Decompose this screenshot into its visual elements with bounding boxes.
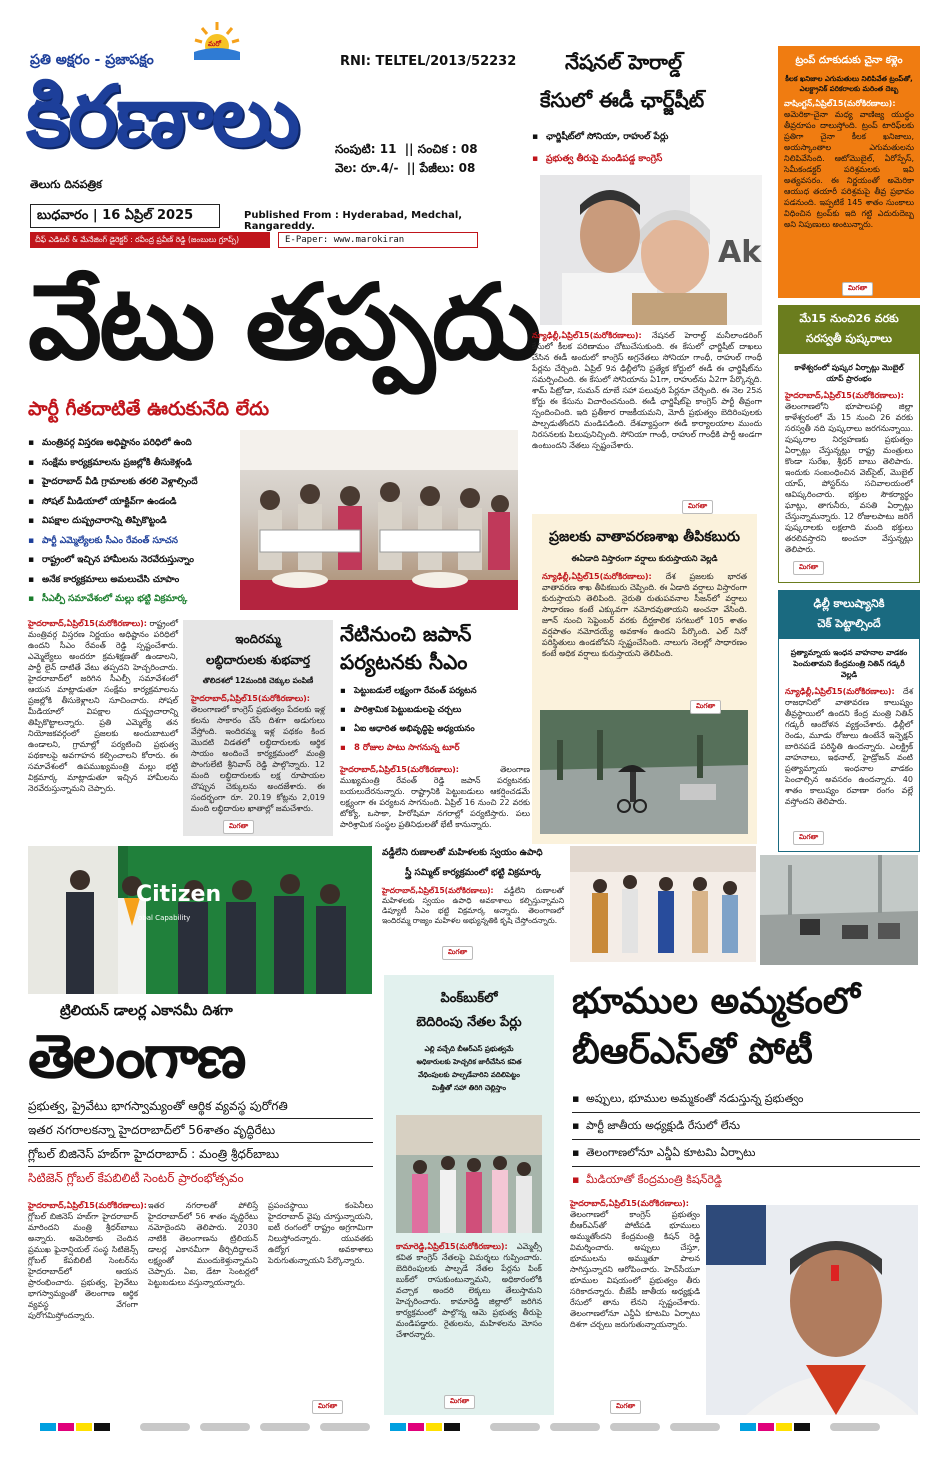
weather-box xyxy=(532,514,757,844)
continued-button[interactable]: మిగతా xyxy=(842,282,873,296)
pinkbook-deck-line: అధికారులకు హెచ్చరిక జారీచేసిన కవిత xyxy=(416,1058,522,1066)
brs-headline-1: భూముల అమ్మకంలో xyxy=(572,981,860,1022)
pinkbook-deck xyxy=(396,1043,542,1095)
brs-bullet: ▪ అప్పులు, భూముల అమ్మకంతో నడుస్తున్న ప్రభుత్వం xyxy=(572,1086,920,1113)
japan-body xyxy=(340,764,530,834)
weather-headline: ప్రజలకు వాతావరణశాఖ తీపికబురు xyxy=(549,529,740,545)
editor-strip: చీఫ్ ఎడిటర్ & మేనేజింగ్ డైరెక్టర్ : రవీంద్ర ప్రవీణ్ రెడ్డి (జంబులు గ్రూప్స్) xyxy=(30,232,270,248)
rain-photo xyxy=(540,710,748,834)
women-summit-photo xyxy=(570,846,756,962)
women-story xyxy=(382,846,564,962)
indiramma-headline-2: లబ్ధిదారులకు శుభవార్త xyxy=(205,653,311,667)
rni-number: RNI: TELTEL/2013/52232 xyxy=(340,54,517,69)
trump-dateline: వాషింగ్టన్,ఏప్రిల్15(మరోకిరణాలు): xyxy=(784,99,896,108)
herald-bullet: ▪ ప్రభుత్వ తీరుపై మండిపడ్డ కాంగ్రెస్ xyxy=(532,148,762,170)
sun-badge: మరో xyxy=(208,40,222,48)
pinkbook-deck-line: ఎల్లి వచ్చేది బీఆర్ఎస్ ప్రభుత్వమే xyxy=(424,1045,514,1053)
women-body-text: వడ్డీలేని రుణాలతో మహిళలకు స్వయం ఉపాధి అవకాశాలు కల్పిస్తున్నామని డిప్యూటీ సీఎం భట్టి విక్రమార్క అన్నారు. తెలంగాణలో ఇందిరమ్మ రాజ్యం మహిళల అభ్యున్నతికి కృషి చేస్తోందన్నారు. xyxy=(382,886,564,925)
delhi-body-text: దేశ రాజధానిలో వాతావరణ కాలుష్యం తీవ్రస్థాయిలో ఉందని కేంద్ర మంత్రి నితిన్ గడ్కరీ ఆందోళన వ్యక్తంచేశారు. ఢిల్లీలో రెండు, మూడు రోజులు ఉంటేనే ఇన్ఫెక్షన్ బారినపడే పరిస్థితి ఉందన్నారు. ఎలక్ట్రిక్ వాహనాలు, ఇథనాల్, హైడ్రోజన్ వంటి ప్రత్యామ్నాయ ఇంధనాల వాడకం పెంచాల్సిన అవసరం ఉందన్నారు. 40 శాతం కాలుష్యం రవాణా రంగం వల్లే వస్తోందని తెలిపారు. xyxy=(785,687,913,806)
pinkbook-dateline: కామారెడ్డి,ఏప్రిల్15(మరోకిరణాలు): xyxy=(396,1242,508,1251)
pushkaralu-body-text: తెలంగాణలోని భూపాలపల్లి జిల్లా కాళేశ్వరంలో మే 15 నుంచి 26 వరకు సరస్వతీ నది పుష్కరాలు జరగనున్నాయి. పుష్కరాల నిర్వహణకు ప్రభుత్వం ఏర్పాట్లు చేస్తున్నట్లు రాష్ట్ర మంత్రులు కొండా సురేఖ, శ్రీధర్ బాబు తెలిపారు. ఇందుకు సంబంధించిన వెబ్‌సైట్, మొబైల్ యాప్, పోస్టర్‌ను సచివాలయంలో ఆవిష్కరించారు. భక్తుల సౌకర్యార్థం ఘాట్లు, తాగునీరు, వసతి ఏర్పాట్లు చేస్తున్నామన్నారు. 12 రోజులపాటు జరిగే పుష్కరాలకు లక్షలాది మంది భక్తులు తరలివస్తారని అంచనా వేస్తున్నట్లు తెలిపారు. xyxy=(785,402,913,554)
delhi-subhead: ప్రత్యామ్నాయ ఇంధన వాహనాల వాడకం పెంచుతామని కేంద్రమంత్రి నితిన్ గడ్కరీ వెల్లడి xyxy=(790,648,908,679)
japan-headline-1: నేటినుంచి జపాన్ xyxy=(340,622,472,646)
pinkbook-headline-2: బెదిరింపు నేతల పేర్లు xyxy=(416,1015,522,1030)
pushkaralu-headline-1: మే15 నుంచి26 వరకు xyxy=(799,312,899,325)
continued-button[interactable]: మిగతా xyxy=(793,831,824,845)
delhi-headline-2: చెక్ పెట్టాల్సిందే xyxy=(817,617,881,630)
lead-bullet: ▪ సంక్షేమ కార్యక్రమాలను ప్రజల్లోకి తీసుకెళ్లండి xyxy=(28,454,238,474)
indiramma-body-text: తెలంగాణలో కాంగ్రెస్ ప్రభుత్వం పేదలకు ఇళ్ల కలను సాకారం చేసే దిశగా అడుగులు వేస్తోంది. ఇందిరమ్మ ఇళ్ల పథకం కింద మొదటి విడతలో లబ్ధిదారులకు ఆర్థిక సాయం అందించే కార్యక్రమంలో మంత్రి పొంగులేటి శ్రీనివాస్ రెడ్డి పాల్గొన్నారు. 12 మంది లబ్ధిదారులకు లక్ష రూపాయల చొప్పున చెక్కులను అందజేశారు. ఈ సందర్భంగా రూ. 20.19 కోట్లను 2,019 మంది లబ్ధిదారుల ఖాతాల్లో జమచేశారు. xyxy=(191,705,325,813)
price: వెల: రూ.4/- xyxy=(335,161,399,175)
delhi-body xyxy=(779,680,919,840)
telangana-body-col1 xyxy=(28,1200,147,1416)
telangana-body-col2 xyxy=(148,1200,258,1416)
indiramma-body xyxy=(183,687,333,827)
japan-dateline: హైదరాబాద్,ఏప్రిల్15(మరోకిరణాలు): xyxy=(340,765,459,774)
telangana-deck-line: ఇతర నగరాలకన్నా హైదరాబాద్‌లో 56శాతం వృద్ధిరేటు xyxy=(28,1123,276,1137)
trump-subhead: కీలక ఖనిజాల ఎగుమతులు నిలిపివేత ట్రంప్‌తో, ఎలక్ట్రానిక్ పరికరాలకు మరింత దెబ్బ xyxy=(785,75,913,93)
pushkaralu-headline-2: సరస్వతీ పుష్కరాలు xyxy=(806,332,892,345)
pinkbook-box xyxy=(384,975,554,1415)
volume-info: సంపుటి: 11 || సంచిక : 08 వెల: రూ.4/- || పేజీలు: 08 xyxy=(335,142,478,175)
telangana-body-text: గ్లోబల్ బిజినెస్ హబ్‌గా హైదరాబాద్ మారిందని మంత్రి శ్రీధర్‌బాబు అన్నారు. అమెరికాకు చెందిన ప్రముఖ ఫైనాన్షియల్ సంస్థ సిటిజెన్స్ గ్లోబల్ కేపబిలిటీ సెంటర్‌ను హైదరాబాద్‌లో ఆయన ప్రారంభించారు. ప్రభుత్వ, ప్రైవేటు భాగస్వామ్యంతో తెలంగాణ ఆర్థిక వ్యవస్థ వేగంగా పురోగమిస్తోందన్నారు. xyxy=(28,1212,138,1320)
lead-body-text: రాష్ట్రంలో మంత్రివర్గ విస్తరణ నిర్ణయం అధిష్టానం పరిధిలో ఉందని సీఎం రేవంత్ రెడ్డి స్పష్టంచేశారు. ఎమ్మెల్యేలు అందరూ క్రమశిక్షణతో ఉండాలని, పార్టీ లైన్ దాటితే వేటు తప్పదని హెచ్చరించారు. హైదరాబాద్‌లో జరిగిన సీఎల్పీ సమావేశంలో ఆయన మాట్లాడుతూ సంక్షేమ కార్యక్రమాలను ప్రజల్లోకి తీసుకెళ్లాలని సూచించారు. సోషల్ మీడియాలో విపక్షాల దుష్ప్రచారాన్ని తిప్పికొట్టాలన్నారు. ప్రతి ఎమ్మెల్యే తన నియోజకవర్గంలో ప్రజలకు అందుబాటులో ఉండాలని, గ్రామాల్లో పర్యటించి ప్రభుత్వ పథకాలపై అవగాహన కల్పించాలని కోరారు. ఈ సమావేశంలో ఉపముఖ్యమంత్రి మల్లు భట్టి విక్రమార్క మాట్లాడుతూ ఇచ్చిన హామీలను నెరవేరుస్తున్నామని చెప్పారు. xyxy=(28,619,179,793)
lead-bullets xyxy=(28,434,238,610)
pushkaralu-dateline: హైదరాబాద్,ఏప్రిల్15(మరోకిరణాలు): xyxy=(785,391,904,400)
lead-dateline: హైదరాబాద్,ఏప్రిల్15(మరోకిరణాలు): xyxy=(28,619,147,628)
herald-dateline: న్యూఢిల్లీ,ఏప్రిల్15(మరోకిరణాలు): xyxy=(532,331,642,340)
paper-subtitle: తెలుగు దినపత్రిక xyxy=(30,178,102,191)
brs-bullets xyxy=(572,1086,920,1193)
brs-bullet: ▪ మీడియాతో కేంద్రమంత్రి కిషన్‌రెడ్డి xyxy=(572,1167,920,1193)
japan-bullet: ▪ ఏఐ ఆధారిత అభివృద్ధిపై అధ్యయనం xyxy=(340,720,530,739)
brs-bullet: ▪ పార్టీ జాతీయ అధ్యక్షుడి రేసులో లేను xyxy=(572,1113,920,1140)
herald-bullets xyxy=(532,126,762,170)
lead-bullet: ▪ మంత్రివర్గ విస్తరణ అధిష్టానం పరిధిలో ఉంది xyxy=(28,434,238,454)
delhi-dateline: న్యూఢిల్లీ,ఏప్రిల్15(మరోకిరణాలు): xyxy=(785,687,895,696)
lead-body xyxy=(28,618,178,836)
masthead xyxy=(0,0,520,250)
indiramma-dateline: హైదరాబాద్,ఏప్రిల్15(మరోకిరణాలు): xyxy=(191,694,310,703)
epaper-url: E-Paper: www.marokiran xyxy=(278,232,478,248)
continued-button[interactable]: మిగతా xyxy=(793,561,824,575)
footer-color-bar xyxy=(10,1418,935,1430)
telangana-body-text: ఇతర నగరాలతో పోలిస్తే హైదరాబాద్‌లో 56 శాతం వృద్ధిరేటు నమోదైందని తెలిపారు. 2030 నాటికి తెలంగాణను ట్రిలియన్ డాలర్ల ఎకానమీగా తీర్చిదిద్దాలనే లక్ష్యంతో ముందుకెళ్తున్నామని చెప్పారు. ఏఐ, డేటా సెంటర్లలో పెట్టుబడులు వస్తున్నాయన్నారు. xyxy=(148,1201,258,1287)
japan-bullets xyxy=(340,682,530,758)
telangana-body-col3 xyxy=(268,1200,373,1396)
pushkaralu-box xyxy=(778,305,920,583)
kishan-reddy-photo xyxy=(706,1205,918,1415)
herald-headline-2: కేసులో ఈడీ ఛార్జ్‌షీట్ xyxy=(540,88,705,112)
japan-bullet: ▪ 8 రోజుల పాటు సాగనున్న టూర్ xyxy=(340,739,530,758)
telangana-deck-line: ప్రభుత్వ, ప్రైవేటు భాగస్వామ్యంతో ఆర్థిక వ్యవస్థ పురోగతి xyxy=(28,1099,288,1113)
pinkbook-body xyxy=(396,1241,542,1391)
telangana-kicker: ట్రిలియన్ డాలర్ల ఎకానమీ దిశగా xyxy=(60,1003,233,1019)
indiramma-headline-1: ఇందిరమ్మ xyxy=(235,632,281,646)
telangana-headline: తెలంగాణ xyxy=(28,1022,245,1092)
pinkbook-headline-1: పింక్‌బుక్‌లో xyxy=(440,991,498,1006)
weather-subhead: ఈఏడాది విస్తారంగా వర్షాలు కురుస్తాయని వెల్లడి xyxy=(571,554,718,563)
lead-subhead: పార్టీ గీతదాటితే ఊరుకునేది లేదు xyxy=(28,398,270,420)
delhi-traffic-photo xyxy=(760,855,918,965)
trump-box xyxy=(778,46,920,298)
continued-button[interactable]: మిగతా xyxy=(223,820,254,834)
women-headline-2: స్త్రీ సమ్మిట్ కార్యక్రమంలో భట్టి విక్రమార్క xyxy=(405,868,541,878)
citizens-sign-sub: obal Capability xyxy=(138,914,191,922)
brs-body-text: తెలంగాణలో కాంగ్రెస్ ప్రభుత్వం బీఆర్ఎస్‌తో పోటీపడి భూములు అమ్ముతోందని కేంద్రమంత్రి కిషన్ రెడ్డి విమర్శించారు. అప్పులు చేస్తూ, భూములను అమ్ముతూ పాలన సాగిస్తున్నారని ఆరోపించారు. హెచ్‌సీయూ భూముల విషయంలో ప్రభుత్వం తీరు సరికాదన్నారు. బీజేపీ జాతీయ అధ్యక్షుడి రేసులో తాను లేనని స్పష్టంచేశారు. తెలంగాణలోనూ ఎన్డీఏ కూటమి ఏర్పాటు దిశగా చర్చలు జరుగుతున్నాయన్నారు. xyxy=(570,1210,700,1329)
published-line: Published From : Hyderabad, Medchal, Rangareddy. xyxy=(244,210,463,232)
lead-bullet: ▪ రాష్ట్రంలో ఇచ్చిన హామీలను నెరవేరుస్తున్నాం xyxy=(28,551,238,571)
pinkbook-deck-line: వేధింపులకు పాల్పడేవారిని వదిలిపెట్టం xyxy=(418,1071,520,1079)
continued-button[interactable]: మిగతా xyxy=(610,1400,641,1414)
weather-body xyxy=(532,565,757,658)
citizens-launch-photo xyxy=(28,846,372,994)
photo-banner-text: Ak xyxy=(718,235,762,270)
volume: సంపుటి: 11 xyxy=(335,142,397,156)
sonia-rahul-photo xyxy=(540,175,762,325)
date-box: బుధవారం | 16 ఏప్రిల్ 2025 xyxy=(30,204,220,228)
herald-body-text: నేషనల్ హెరాల్డ్ మనీలాండరింగ్ కేసులో కీలక పరిణామం చోటుచేసుకుంది. ఈ కేసులో ఛార్జిషీట్ దాఖలు చేసిన ఈడీ అందులో కాంగ్రెస్ అగ్రనేతలు సోనియా గాంధీ, రాహుల్ గాంధీ పేర్లను చేర్చింది. ఏప్రిల్ 9న ఢిల్లీలోని ప్రత్యేక కోర్టులో ఈడీ ఈ ఛార్జిషీట్‌ను సమర్పించింది. ఈ కేసులో సోనియాను ఏ1గా, రాహుల్‌ను ఏ2గా పేర్కొన్నది. శామ్ పిట్రోడా, సుమన్ దూబే సహా పలువురి పేర్లనూ చేర్చింది. ఈ నెల 25న కోర్టు ఈ కేసును విచారించనుంది. ఈడీ ఛార్జిషీట్‌పై కాంగ్రెస్ పార్టీ తీవ్రంగా స్పందించింది. ఇది ప్రతీకార రాజకీయమని, మోదీ ప్రభుత్వం బెదిరింపులకు పాల్పడుతోందని మండిపడింది. దేశవ్యాప్తంగా ఈడీ కార్యాలయాల ముందు నిరసనలకు పిలుపునిచ్చింది. సోనియా గాంధీ, రాహుల్ గాంధీకి పార్టీ అండగా ఉంటుందని నేతలు స్పష్టంచేశారు. xyxy=(532,331,763,450)
trump-headline: ట్రంప్ దూకుడుకు చైనా కళ్లెం xyxy=(795,55,903,66)
indiramma-subhead: తొలిదశలో 12మందికి చెక్కుల పంపిణీ xyxy=(202,676,314,685)
citizens-sign: Citizen xyxy=(136,882,222,907)
brs-headline-2: బీఆర్ఎస్‌తో పోటీ xyxy=(572,1031,813,1072)
continued-button[interactable]: మిగతా xyxy=(682,500,713,514)
weather-body-text: దేశ ప్రజలకు భారత వాతావరణ శాఖ తీపికబురు చెప్పింది. ఈ ఏడాది వర్షాలు విస్తారంగా కురుస్తాయని తెలిపింది. నైరుతి రుతుపవనాల సీజన్‌లో వర్షాలు సాధారణం కంటే ఎక్కువగా నమోదవుతాయని అంచనా వేసింది. జూన్ నుంచి సెప్టెంబర్ వరకు దీర్ఘకాలిక సగటులో 105 శాతం వర్షపాతం నమోదయ్యే అవకాశం ఉందని పేర్కొంది. ఎల్ నినో పరిస్థితులు ఉండబోవని స్పష్టంచేసింది. నాలుగు నెలల్లో సాధారణం కంటే అధిక వర్షాలు కురుస్తాయని తెలిపింది. xyxy=(542,572,747,658)
women-body xyxy=(382,886,564,942)
delhi-box xyxy=(778,590,920,852)
telangana-body-text: ప్రపంచస్థాయి కంపెనీలు హైదరాబాద్ వైపు చూస్తున్నాయని, ఐటీ రంగంలో రాష్ట్రం అగ్రగామిగా నిలుస్తోందన్నారు. యువతకు ఉద్యోగ అవకాశాలు పెరుగుతున్నాయని పేర్కొన్నారు. xyxy=(268,1201,373,1265)
lead-bullet: ▪ సీఎల్పీ సమావేశంలో మల్లు భట్టి విక్రమార్క xyxy=(28,590,238,610)
continued-button[interactable]: మిగతా xyxy=(442,946,473,960)
clp-meeting-photo xyxy=(240,430,518,610)
kavitha-photo xyxy=(396,1115,542,1233)
herald-headline-1: నేషనల్ హెరాల్డ్ xyxy=(565,50,683,74)
japan-body-text: తెలంగాణ ముఖ్యమంత్రి రేవంత్ రెడ్డి జపాన్ పర్యటనకు బయలుదేరనున్నారు. రాష్ట్రానికి పెట్టుబడులు ఆకర్షించడమే లక్ష్యంగా ఈ పర్యటన సాగనుంది. ఏప్రిల్ 16 నుంచి 22 వరకు టోక్యో, ఒసాకా, హిరోషిమా నగరాల్లో పర్యటిస్తారు. పలు పారిశ్రామిక సంస్థల ప్రతినిధులతో భేటీ కానున్నారు. xyxy=(340,765,530,829)
indiramma-box xyxy=(183,620,333,836)
telangana-deck xyxy=(28,1094,373,1190)
telangana-deck-line: గ్లోబల్ బిజినెస్ హబ్‌గా హైదరాబాద్ : మంత్రి శ్రీధర్‌బాబు xyxy=(28,1147,280,1161)
logo-wordmark: కిరణాలు xyxy=(26,67,299,165)
herald-body xyxy=(532,330,762,498)
continued-button[interactable]: మిగతా xyxy=(444,1395,475,1409)
delhi-headline-1: ఢిల్లీ కాలుష్యానికి xyxy=(813,597,885,610)
women-headline-1: వడ్డీలేని రుణాలతో మహిళలకు స్వయం ఉపాధి xyxy=(382,848,543,858)
lead-bullet: ▪ విపక్షాల దుష్ప్రచారాన్ని తిప్పికొట్టండి xyxy=(28,512,238,532)
pinkbook-body-text: ఎమ్మెల్సీ కవిత కాంగ్రెస్ నేతలపై విమర్శలు గుప్పించారు. బెదిరింపులకు పాల్పడే నేతల పేర్లను పింక్ బుక్‌లో రాసుకుంటున్నామని, అధికారంలోకి వచ్చాక అందరి లెక్కలు తేలుస్తామని హెచ్చరించారు. కామారెడ్డి జిల్లాలో జరిగిన కార్యక్రమంలో పాల్గొన్న ఆమె ప్రభుత్వ తీరుపై మండిపడ్డారు. రైతులను, మహిళలను మోసం చేశారన్నారు. xyxy=(396,1242,542,1339)
brs-body xyxy=(570,1198,700,1408)
pages: పేజీలు: 08 xyxy=(419,161,476,175)
lead-bullet: ▪ సోషల్ మీడియాలో యాక్టివ్‌గా ఉండండి xyxy=(28,493,238,513)
telangana-dateline: హైదరాబాద్,ఏప్రిల్15(మరోకిరణాలు): xyxy=(28,1201,147,1210)
continued-button[interactable]: మిగతా xyxy=(312,1400,343,1414)
pushkaralu-subhead: కాళేశ్వరంలో పుష్కర ఏర్పాట్లు మొబైల్ యాప్ ప్రారంభం xyxy=(794,363,904,383)
telangana-deck-line: సిటిజెన్ గ్లోబల్ కేపబిలిటీ సెంటర్ ప్రారంభోత్సవం xyxy=(28,1171,244,1185)
weather-dateline: న్యూఢిల్లీ,ఏప్రిల్15(మరోకిరణాలు): xyxy=(542,572,652,581)
brs-dateline: హైదరాబాద్,ఏప్రిల్15(మరోకిరణాలు): xyxy=(570,1199,689,1208)
continued-button[interactable]: మిగతా xyxy=(690,700,721,714)
lead-headline: వేటు తప్పదు xyxy=(28,261,539,383)
pinkbook-deck-line: మిత్తీతో సహా తిరిగి చెల్లిస్తాం xyxy=(431,1084,506,1092)
trump-body-text: అమెరికా-చైనా మధ్య వాణిజ్య యుద్ధం తీవ్రరూపం దాలుస్తోంది. ట్రంప్ టారిఫ్‌లకు ప్రతిగా చైనా కీలక ఖనిజాలు, అయస్కాంతాల ఎగుమతులను నిలిపివేసింది. ఆటోమొబైల్, ఏరోస్పేస్, సెమీకండక్టర్ పరిశ్రమలకు ఇవి అత్యవసరం. ఈ నిర్ణయంతో అమెరికా ఆయుధ తయారీ పరిశ్రమపై తీవ్ర ప్రభావం పడనుంది. ఇప్పటికే 145 శాతం సుంకాలు విధించిన ట్రంప్‌కు ఇది గట్టి ఎదురుదెబ్బ అని నిపుణులు అంటున్నారు. xyxy=(784,110,914,229)
brs-bullet: ▪ తెలంగాణలోనూ ఎన్డీఏ కూటమి ఏర్పాటు xyxy=(572,1140,920,1167)
japan-story xyxy=(340,620,530,836)
japan-bullet: ▪ పెట్టుబడులే లక్ష్యంగా రేవంత్ పర్యటన xyxy=(340,682,530,701)
lead-bullet: ▪ హైదరాబాద్ వీడి గ్రామాలకు తరలి వెళ్లాల్సిందే xyxy=(28,473,238,493)
sun-logo-icon xyxy=(192,20,242,60)
issue: సంచిక : 08 xyxy=(417,142,478,156)
pushkaralu-body xyxy=(779,384,919,554)
tagline: ప్రతి అక్షరం - ప్రజాపక్షం xyxy=(30,52,154,68)
herald-bullet: ▪ ఛార్జిషీట్‌లో సోనియా, రాహుల్ పేర్లు xyxy=(532,126,762,148)
lead-bullet: ▪ పార్టీ ఎమ్మెల్యేలకు సీఎం రేవంత్ సూచన xyxy=(28,532,238,552)
trump-body xyxy=(778,94,920,264)
japan-headline-2: పర్యటనకు సీఎం xyxy=(340,650,468,674)
lead-bullet: ▪ అనేక కార్యక్రమాలు అమలుచేసి చూపాం xyxy=(28,571,238,591)
japan-bullet: ▪ పారిశ్రామిక పెట్టుబడులపై చర్చలు xyxy=(340,701,530,720)
women-dateline: హైదరాబాద్,ఏప్రిల్15(మరోకిరణాలు): xyxy=(382,886,494,895)
